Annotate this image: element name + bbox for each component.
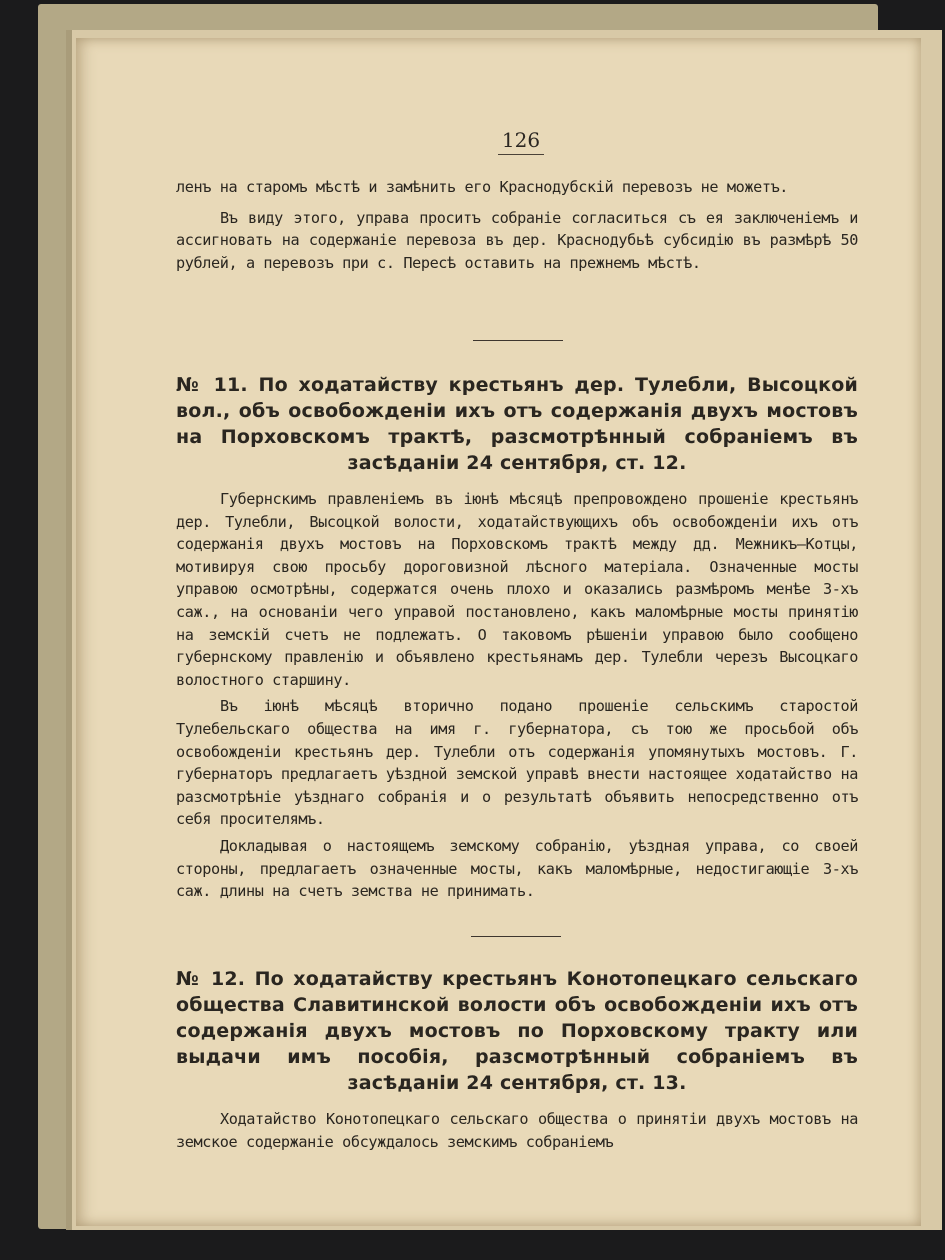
section-11-title: № 11. По ходатайству крестьянъ дер. Тулебли, Высоцкой вол., объ освобожденіи ихъ отъ содержанія двухъ мостовъ на Порховскомъ трактѣ, разсмотрѣнный собраніемъ въ засѣданіи 24 сентября, ст. 12. <box>176 374 858 474</box>
section-11-paragraph: Въ іюнѣ мѣсяцѣ вторично подано прошеніе сельскимъ старостой Тулебельскаго общества на имя г. губернатора, съ тою же просьбой объ освобожденіи крестьянъ дер. Тулебли отъ содержанія упомянутыхъ мостовъ. Г. губернаторъ предлагаетъ уѣздной земской управѣ внести настоящее ходатайство на разсмотрѣніе уѣзднаго собранія и о результатѣ объявить непосредственно отъ себя просителямъ. <box>176 697 859 829</box>
section-12 <box>176 966 858 1153</box>
section-11-paragraph: Докладывая о настоящемъ земскому собранію, уѣздная управа, со своей стороны, предлагаетъ означенные мосты, какъ маломѣрные, недостигающіе 3-хъ саж. длины на счетъ земства не принимать. <box>176 836 858 901</box>
section-divider <box>473 340 563 341</box>
section-12-title: № 12. По ходатайству крестьянъ Конотопецкаго сельскаго общества Славитинской волости объ освобожденіи ихъ отъ содержанія двухъ мостовъ по Порховскому тракту или выдачи имъ пособія, разсмотрѣнный собраніемъ въ засѣданіи 24 сентября, ст. 13. <box>176 968 858 1094</box>
intro-block <box>176 176 858 274</box>
section-divider <box>471 936 561 937</box>
section-12-paragraph: Ходатайство Конотопецкаго сельскаго общества о принятіи двухъ мостовъ на земское содержаніе обсуждалось земскимъ собраніемъ <box>176 1110 858 1151</box>
intro-paragraph: Въ виду этого, управа проситъ собраніе согласиться съ ея заключеніемъ и ассигновать на содержаніе перевоза въ дер. Краснодубьѣ субсидію въ размѣрѣ 50 рублей, а перевозъ при с. Пересѣ оставить на прежнемъ мѣстѣ. <box>176 208 858 272</box>
section-11 <box>176 372 858 903</box>
section-11-paragraph: Губернскимъ правленіемъ въ іюнѣ мѣсяцѣ препровождено прошеніе крестьянъ дер. Тулебли, Высоцкой волости, ходатайствующихъ объ освобожденіи ихъ отъ содержанія двухъ мостовъ на Порховскомъ трактѣ между дд. Межникъ—Котцы, мотивируя свою просьбу дороговизной лѣсного матеріала. Означенные мосты управою осмотрѣны, содержатся очень плохо и оказались размѣромъ менѣе 3-хъ саж., на основаніи чего управой постановлено, какъ маломѣрные мосты принятію на земскій счетъ не подлежатъ. О таковомъ рѣшеніи управою было сообщено губернскому правленію и объявлено крестьянамъ дер. Тулебли черезъ Высоцкаго волостного старшину. <box>176 490 858 689</box>
page-number: 126 <box>498 128 544 155</box>
intro-continuation: ленъ на старомъ мѣстѣ и замѣнить его Краснодубскій перевозъ не можетъ. <box>176 178 789 196</box>
